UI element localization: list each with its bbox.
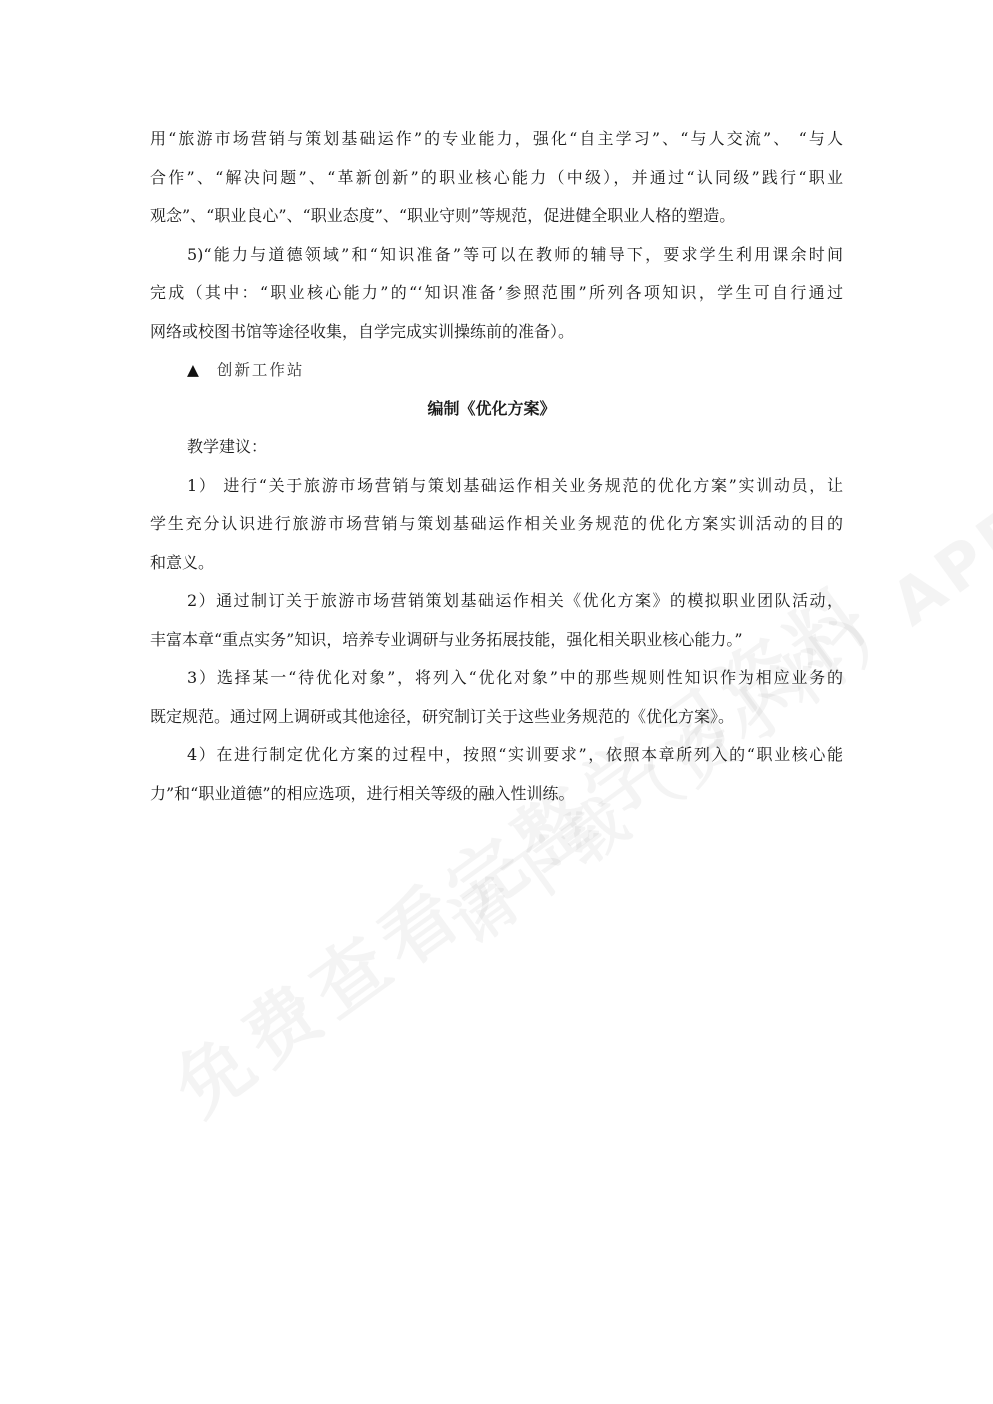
paragraph-line: 网络或校图书馆等途径收集，自学完成实训操练前的准备）。 (150, 321, 575, 341)
paragraph-item-5 (150, 236, 843, 352)
paragraph-line: 和意义。 (150, 552, 215, 572)
paragraph-line: 3）选择某一“待优化对象”，将列入“优化对象”中的那些规则性知识作为相应业务的 (187, 668, 843, 687)
paragraph-line: 观念”、“职业良心”、“职业态度”、“职业守则”等规范，促进健全职业人格的塑造。 (150, 206, 736, 225)
paragraph-line: 合作”、“解决问题”、“革新创新”的职业核心能力（中级），并通过“认同级”践行“职业 (150, 167, 843, 187)
paragraph-continued (150, 120, 843, 236)
paragraph-line: 用“旅游市场营销与策划基础运作”的专业能力，强化“自主学习”、“与人交流”、 “与人 (150, 129, 843, 148)
list-item (150, 736, 843, 813)
paragraph-line: 2）通过制订关于旅游市场营销策划基础运作相关《优化方案》的模拟职业团队活动， (187, 591, 843, 610)
triangle-icon: ▲ (187, 361, 199, 379)
section-marker (150, 351, 843, 390)
list-item (150, 582, 843, 659)
paragraph-line: 完成（其中：“职业核心能力”的“‘知识准备’参照范围”所列各项知识，学生可自行通过 (150, 283, 843, 302)
paragraph-line: 1） 进行“关于旅游市场营销与策划基础运作相关业务规范的优化方案”实训动员，让 (187, 475, 843, 495)
document-body (150, 120, 843, 813)
paragraph-line: 丰富本章“重点实务”知识，培养专业调研与业务拓展技能，强化相关职业核心能力。” (150, 629, 743, 649)
section-heading: 编制《优化方案》 (427, 398, 556, 418)
paragraph-line: 力”和“职业道德”的相应选项，进行相关等级的融入性训练。 (150, 783, 575, 803)
section-label: 创新工作站 (216, 361, 305, 379)
list-item (150, 467, 843, 583)
paragraph-line: 5)“能力与道德领域”和“知识准备”等可以在教师的辅导下，要求学生利用课余时间 (187, 244, 843, 264)
paragraph-line: 学生充分认识进行旅游市场营销与策划基础运作相关业务规范的优化方案实训活动的目的 (150, 514, 843, 533)
suggestion-label: 教学建议： (187, 437, 268, 456)
paragraph-line: 4）在进行制定优化方案的过程中，按照“实训要求”，依照本章所列入的“职业核心能 (187, 745, 843, 764)
paragraph-line: 既定规范。通过网上调研或其他途径，研究制订关于这些业务规范的《优化方案》。 (150, 706, 735, 726)
list-item (150, 659, 843, 736)
